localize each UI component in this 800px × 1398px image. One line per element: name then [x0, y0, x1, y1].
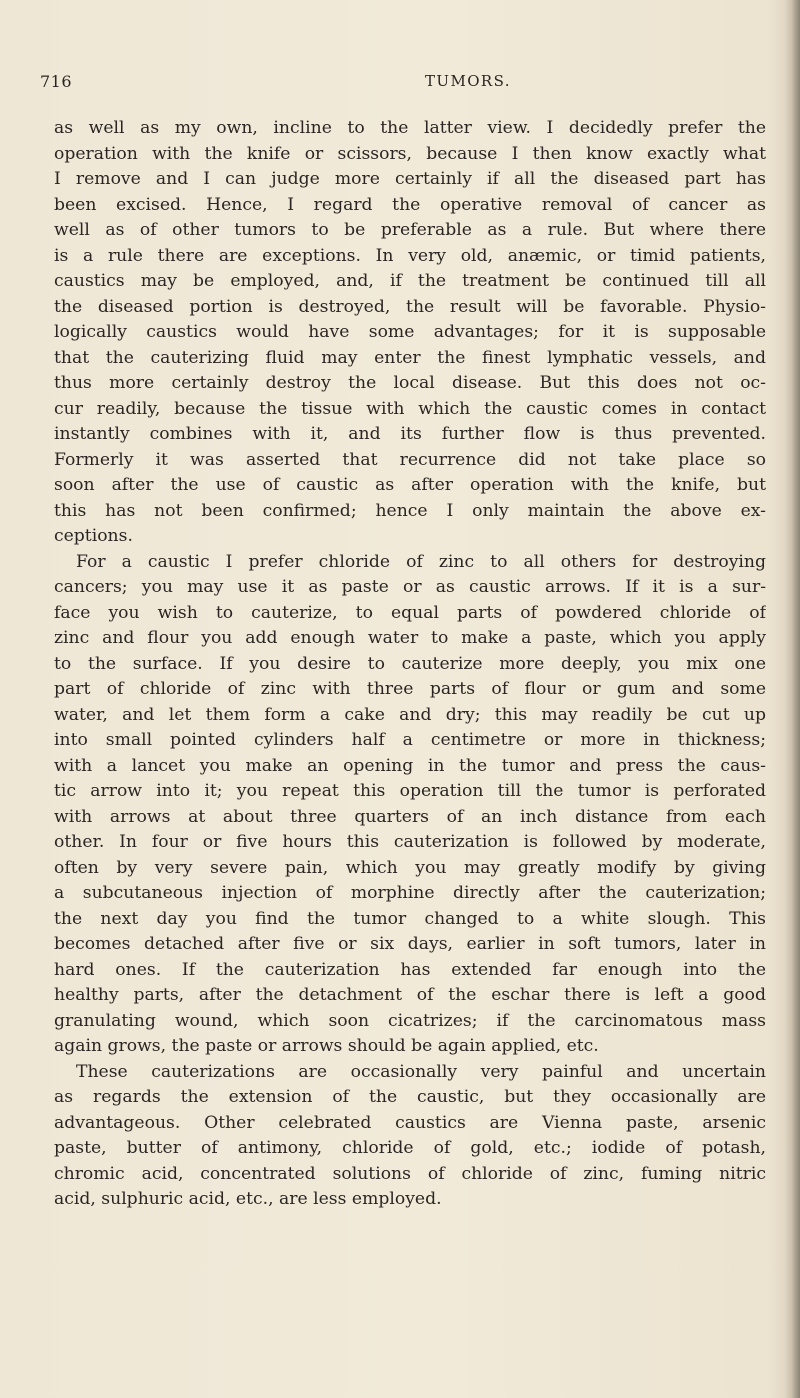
page-number: 716	[40, 72, 73, 91]
text-line: the next day you find the tumor changed to a white slough. This	[54, 908, 766, 929]
text-line: ceptions.	[54, 526, 133, 546]
text-line: granulating wound, which soon cicatrizes; if the carcinomatous mass	[54, 1010, 766, 1031]
text-line: the diseased portion is destroyed, the result will be favorable. Physio-	[54, 296, 766, 317]
text-line: zinc and flour you add enough water to make a paste, which you apply	[54, 628, 766, 648]
body-text	[54, 116, 766, 1213]
page-header	[40, 72, 760, 98]
text-line: as regards the extension of the caustic, but they occasionally are	[54, 1087, 766, 1107]
text-line: becomes detached after five or six days, earlier in soft tumors, later in	[54, 934, 766, 954]
text-line: water, and let them form a cake and dry; this may readily be cut up	[54, 704, 766, 725]
running-head: TUMORS.	[425, 72, 511, 90]
text-line: chromic acid, concentrated solutions of chloride of zinc, fuming nitric	[54, 1163, 766, 1184]
text-line: These cauterizations are occasionally very painful and uncertain	[76, 1061, 766, 1082]
text-line: into small pointed cylinders half a centimetre or more in thickness;	[54, 730, 766, 750]
text-line: is a rule there are exceptions. In very old, anæmic, or timid patients,	[54, 245, 766, 266]
text-line: operation with the knife or scissors, because I then know exactly what	[54, 143, 766, 164]
text-line: acid, sulphuric acid, etc., are less employed.	[54, 1189, 442, 1209]
text-line: other. In four or five hours this cauterization is followed by moderate,	[54, 832, 766, 852]
text-line: hard ones. If the cauterization has extended far enough into the	[54, 959, 766, 980]
text-line: healthy parts, after the detachment of the eschar there is left a good	[54, 985, 766, 1005]
text-line: with a lancet you make an opening in the tumor and press the caus-	[54, 755, 766, 776]
text-line: paste, butter of antimony, chloride of gold, etc.; iodide of potash,	[54, 1138, 766, 1158]
text-line: part of chloride of zinc with three parts of flour or gum and some	[54, 679, 766, 699]
text-line: as well as my own, incline to the latter view. I decidedly prefer the	[54, 118, 766, 138]
text-line: advantageous. Other celebrated caustics are Vienna paste, arsenic	[54, 1112, 766, 1133]
text-line: face you wish to cauterize, to equal parts of powdered chloride of	[54, 602, 766, 623]
page-edge-shadow	[784, 0, 800, 1398]
text-line: that the cauterizing fluid may enter the finest lymphatic vessels, and	[54, 347, 766, 368]
text-line: caustics may be employed, and, if the treatment be continued till all	[54, 271, 766, 291]
text-line: this has not been confirmed; hence I only maintain the above ex-	[54, 500, 766, 521]
text-line: cur readily, because the tissue with which the caustic comes in contact	[54, 398, 766, 419]
text-line: Formerly it was asserted that recurrence did not take place so	[54, 449, 766, 470]
text-line: again grows, the paste or arrows should be again applied, etc.	[54, 1036, 599, 1056]
text-line: soon after the use of caustic as after operation with the knife, but	[54, 475, 766, 495]
text-line: For a caustic I prefer chloride of zinc to all others for destroying	[76, 551, 766, 572]
text-line: cancers; you may use it as paste or as caustic arrows. If it is a sur-	[54, 577, 766, 597]
text-line: well as of other tumors to be preferable as a rule. But where there	[54, 220, 766, 240]
text-line: I remove and I can judge more certainly if all the diseased part has	[54, 169, 766, 189]
text-line: been excised. Hence, I regard the operative removal of cancer as	[54, 194, 766, 215]
text-line: to the surface. If you desire to cauterize more deeply, you mix one	[54, 653, 766, 674]
text-line: tic arrow into it; you repeat this operation till the tumor is perforated	[54, 781, 766, 801]
text-line: instantly combines with it, and its further flow is thus prevented.	[54, 424, 766, 444]
text-line: a subcutaneous injection of morphine directly after the cauterization;	[54, 883, 766, 903]
text-line: often by very severe pain, which you may greatly modify by giving	[54, 857, 766, 878]
text-line: thus more certainly destroy the local disease. But this does not oc-	[54, 373, 766, 393]
text-line: with arrows at about three quarters of an inch distance from each	[54, 806, 766, 827]
text-line: logically caustics would have some advantages; for it is supposable	[54, 322, 766, 342]
